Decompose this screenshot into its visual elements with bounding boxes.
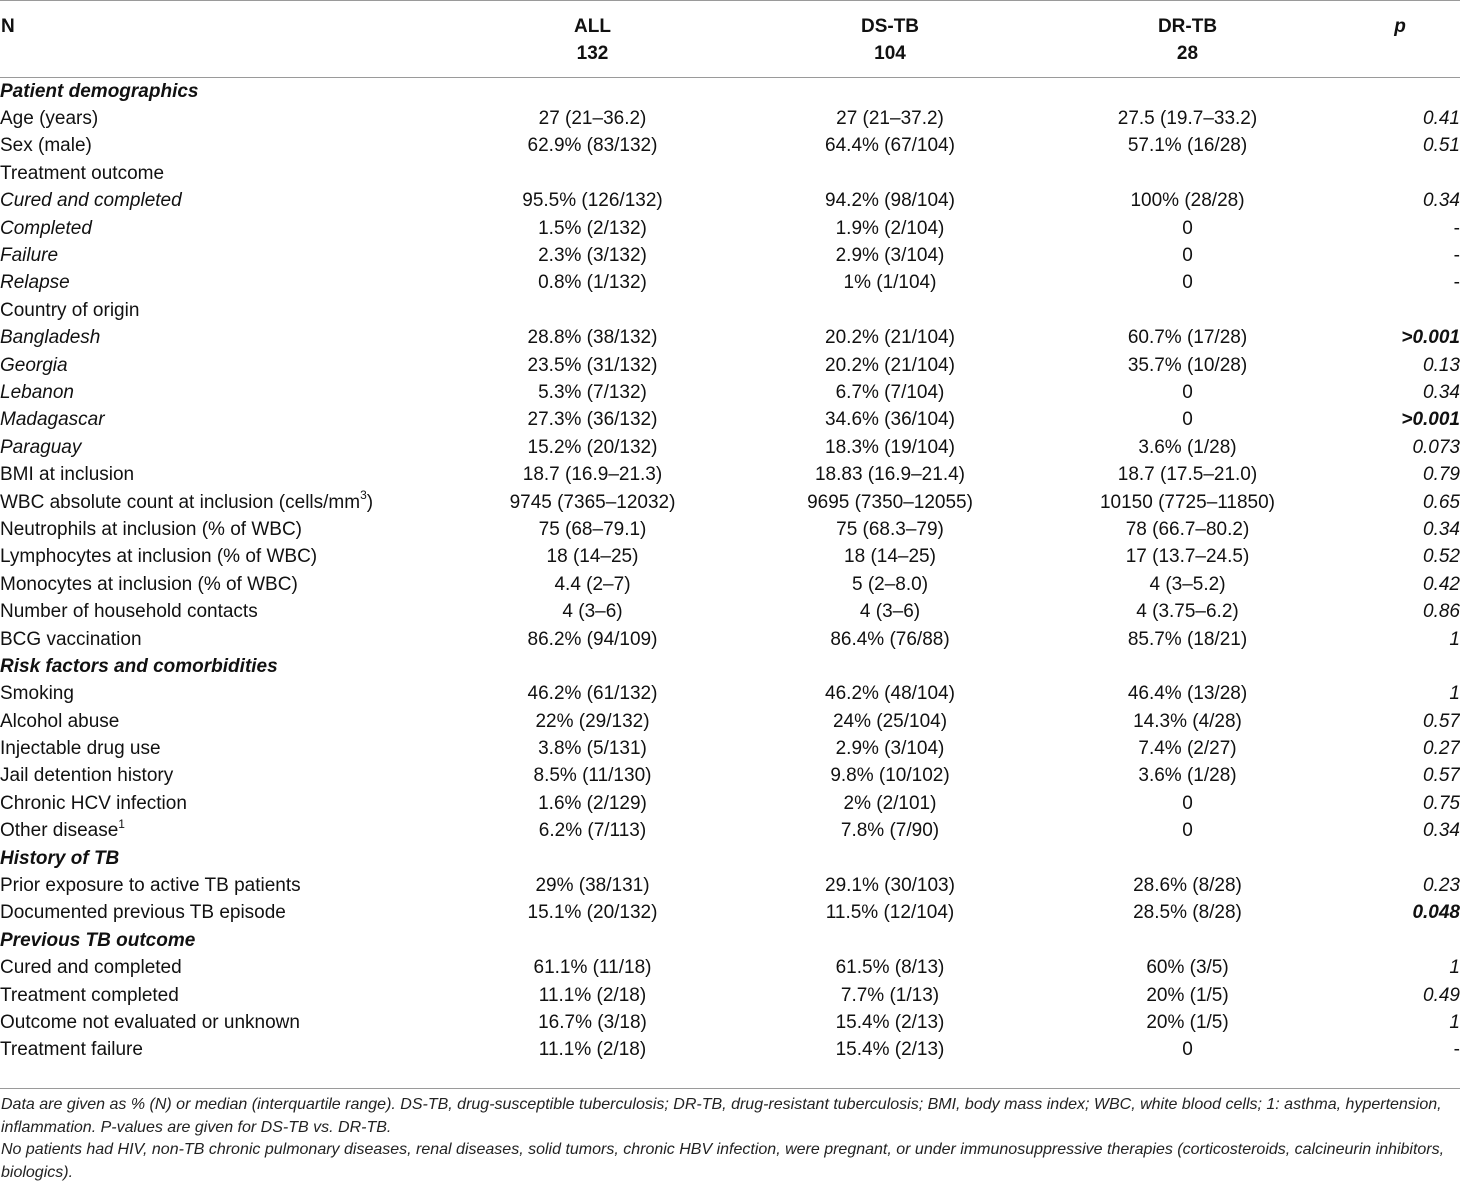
row-label-cell — [0, 379, 440, 406]
p-value: 0.23 — [1423, 875, 1460, 897]
value-dr-tb: 18.7 (17.5–21.0) — [1117, 464, 1258, 486]
value-ds-tb: 2% (2/101) — [843, 792, 937, 814]
table-row — [0, 160, 1460, 187]
value-ds-tb: 94.2% (98/104) — [825, 190, 955, 212]
value-ds-tb: 34.6% (36/104) — [825, 409, 955, 431]
value-ds-tb: 29.1% (30/103) — [825, 875, 955, 897]
value-all: 16.7% (3/18) — [538, 1011, 647, 1033]
section-title: Previous TB outcome — [0, 929, 196, 951]
row-label: Injectable drug use — [0, 738, 161, 760]
p-value: - — [1453, 272, 1460, 294]
value-all: 1.5% (2/132) — [538, 217, 647, 239]
row-label-cell — [0, 982, 440, 1009]
row-label-cell — [0, 516, 440, 543]
value-ds-tb: 9695 (7350–12055) — [807, 491, 973, 513]
value-dr-tb: 14.3% (4/28) — [1133, 710, 1242, 732]
p-value: 1 — [1449, 1011, 1460, 1033]
table-row — [0, 626, 1460, 653]
value-ds-tb: 18.83 (16.9–21.4) — [814, 464, 965, 486]
header-ds-tb-name: DS-TB — [860, 16, 920, 37]
row-label: Alcohol abuse — [0, 710, 120, 732]
p-value: 0.52 — [1423, 546, 1460, 568]
value-dr-tb: 0 — [1182, 409, 1193, 431]
section-title: Risk factors and comorbidities — [0, 655, 278, 677]
row-label-cell — [0, 763, 440, 790]
p-value: 0.34 — [1423, 190, 1460, 212]
p-value: 0.34 — [1423, 381, 1460, 403]
table-row — [0, 105, 1460, 132]
p-value: 0.34 — [1423, 820, 1460, 842]
table-row — [0, 818, 1460, 845]
table-row — [0, 352, 1460, 379]
row-label-superscript: 1 — [118, 816, 125, 831]
table-row — [0, 242, 1460, 269]
table-row — [0, 708, 1460, 735]
row-label: BCG vaccination — [0, 628, 142, 650]
row-label-cell — [0, 489, 440, 516]
row-label: Chronic HCV infection — [0, 792, 187, 814]
value-dr-tb: 57.1% (16/28) — [1127, 135, 1248, 157]
row-label-cell — [0, 242, 440, 269]
table-footnotes — [1, 1094, 1457, 1184]
value-ds-tb: 5 (2–8.0) — [851, 573, 929, 595]
value-all: 95.5% (126/132) — [522, 190, 663, 212]
table-row — [0, 900, 1460, 927]
header-all-count: 132 — [576, 43, 609, 64]
p-value: 0.57 — [1423, 765, 1460, 787]
value-all: 0.8% (1/132) — [538, 272, 647, 294]
header-n: N — [1, 16, 15, 37]
table-row — [0, 982, 1460, 1009]
table-row — [0, 544, 1460, 571]
row-label: Jail detention history — [0, 765, 174, 787]
value-all: 9745 (7365–12032) — [509, 491, 676, 513]
value-ds-tb: 24% (25/104) — [832, 710, 948, 732]
value-ds-tb: 11.5% (12/104) — [825, 902, 955, 924]
value-dr-tb: 0 — [1182, 1039, 1193, 1061]
table-row — [0, 188, 1460, 215]
row-label-cell — [0, 571, 440, 598]
p-value: - — [1453, 217, 1460, 239]
row-label: Lymphocytes at inclusion (% of WBC) — [0, 546, 318, 568]
value-all: 15.1% (20/132) — [527, 902, 658, 924]
row-label: WBC absolute count at inclusion (cells/mm — [0, 491, 361, 513]
value-all: 28.8% (38/132) — [527, 327, 658, 349]
table-row — [0, 955, 1460, 982]
value-ds-tb: 18.3% (19/104) — [825, 436, 955, 458]
section-row — [0, 653, 1460, 680]
value-dr-tb: 60% (3/5) — [1146, 957, 1229, 979]
row-label: Outcome not evaluated or unknown — [0, 1011, 300, 1033]
table-row — [0, 379, 1460, 406]
table-row — [0, 270, 1460, 297]
table-row — [0, 681, 1460, 708]
p-value: 0.49 — [1423, 984, 1460, 1006]
row-label-cell — [0, 708, 440, 735]
header-dr-tb — [1035, 0, 1340, 78]
value-all: 18 (14–25) — [546, 546, 639, 568]
p-value: 0.51 — [1423, 135, 1460, 157]
value-dr-tb: 17 (13.7–24.5) — [1125, 546, 1250, 568]
value-all — [440, 160, 745, 187]
p-value: 0.42 — [1423, 573, 1460, 595]
table-row — [0, 1037, 1460, 1064]
section-row — [0, 78, 1460, 105]
value-dr-tb: 20% (1/5) — [1146, 984, 1229, 1006]
value-all: 29% (38/131) — [535, 875, 650, 897]
value-all: 61.1% (11/18) — [533, 957, 652, 979]
value-dr-tb: 35.7% (10/28) — [1127, 354, 1248, 376]
value-dr-tb: 27.5 (19.7–33.2) — [1117, 108, 1258, 130]
row-label: Age (years) — [0, 108, 99, 130]
row-label: Lebanon — [0, 381, 74, 403]
p-value: 0.27 — [1423, 738, 1460, 760]
table-row — [0, 1009, 1460, 1036]
row-label: Other disease — [0, 820, 119, 842]
value-ds-tb: 7.8% (7/90) — [840, 820, 940, 842]
table-row — [0, 872, 1460, 899]
p-value: 0.13 — [1423, 354, 1460, 376]
value-ds-tb: 46.2% (48/104) — [825, 683, 955, 705]
row-label: Number of household contacts — [0, 601, 258, 623]
row-label: Treatment outcome — [0, 162, 165, 184]
value-ds-tb: 1% (1/104) — [843, 272, 937, 294]
value-dr-tb: 0 — [1182, 792, 1193, 814]
value-ds-tb: 15.4% (2/13) — [835, 1039, 945, 1061]
row-label: Treatment completed — [0, 984, 179, 1006]
row-label: Treatment failure — [0, 1039, 143, 1061]
row-label-cell — [0, 1037, 440, 1064]
value-ds-tb: 4 (3–6) — [859, 601, 921, 623]
row-label-cell — [0, 461, 440, 488]
value-all: 18.7 (16.9–21.3) — [522, 464, 663, 486]
row-label-cell — [0, 325, 440, 352]
row-label: BMI at inclusion — [0, 464, 135, 486]
header-p-value: p — [1394, 16, 1406, 37]
value-all: 46.2% (61/132) — [527, 683, 658, 705]
row-label-cell — [0, 352, 440, 379]
row-label-cell — [0, 818, 440, 845]
header-all — [440, 0, 745, 78]
value-dr-tb: 3.6% (1/28) — [1138, 765, 1237, 787]
p-value: 0.41 — [1423, 108, 1460, 130]
value-ds-tb — [745, 160, 1035, 187]
table-row — [0, 790, 1460, 817]
p-value: 0.65 — [1423, 491, 1460, 513]
value-ds-tb: 86.4% (76/88) — [830, 628, 950, 650]
value-all: 27 (21–36.2) — [538, 108, 647, 130]
table-row — [0, 297, 1460, 324]
row-label-suffix: ) — [366, 491, 374, 513]
value-ds-tb: 6.7% (7/104) — [835, 381, 945, 403]
value-all: 4.4 (2–7) — [554, 573, 631, 595]
section-title: Patient demographics — [0, 80, 199, 102]
p-value: 1 — [1449, 683, 1460, 705]
value-dr-tb: 4 (3–5.2) — [1149, 573, 1226, 595]
row-label: Madagascar — [0, 409, 105, 431]
value-dr-tb — [1035, 297, 1340, 324]
row-label-cell — [0, 735, 440, 762]
p-value: - — [1453, 1039, 1460, 1061]
value-all — [440, 297, 745, 324]
row-label: Smoking — [0, 683, 74, 705]
row-label-superscript: 3 — [360, 488, 367, 503]
row-label-cell — [0, 105, 440, 132]
row-label: Paraguay — [0, 436, 82, 458]
p-value: >0.001 — [1401, 327, 1460, 349]
value-dr-tb: 0 — [1182, 217, 1193, 239]
value-all: 15.2% (20/132) — [527, 436, 658, 458]
row-label: Sex (male) — [0, 135, 92, 157]
footnote-abbreviations: Data are given as % (N) or median (interquartile range). DS-TB, drug-susceptible tuberculosis; DR-TB, drug-resistant tuberculosis; BMI, body mass index; WBC, white blood cells; 1: asthma, hypertension, inflammation. P-values are given for DS-TB vs. DR-TB. — [1, 1096, 1442, 1136]
p-value: 1 — [1449, 628, 1460, 650]
table-row — [0, 516, 1460, 543]
row-label-cell — [0, 790, 440, 817]
value-all: 2.3% (3/132) — [538, 245, 647, 267]
table-header-row — [0, 0, 1460, 78]
section-title: History of TB — [0, 847, 120, 869]
value-ds-tb: 2.9% (3/104) — [835, 245, 945, 267]
value-dr-tb: 4 (3.75–6.2) — [1136, 601, 1239, 623]
value-all: 1.6% (2/129) — [538, 792, 647, 814]
value-all: 11.1% (2/18) — [538, 984, 647, 1006]
row-label: Documented previous TB episode — [0, 902, 286, 924]
row-label: Country of origin — [0, 299, 140, 321]
value-dr-tb: 0 — [1182, 272, 1193, 294]
value-ds-tb: 18 (14–25) — [844, 546, 936, 568]
row-label-cell — [0, 872, 440, 899]
value-dr-tb: 28.6% (8/28) — [1133, 875, 1242, 897]
value-ds-tb: 75 (68.3–79) — [836, 518, 944, 540]
section-row — [0, 927, 1460, 954]
table-row — [0, 489, 1460, 516]
row-label: Completed — [0, 217, 92, 239]
header-dr-tb-name: DR-TB — [1157, 16, 1218, 37]
header-all-name: ALL — [574, 16, 611, 37]
row-label: Cured and completed — [0, 957, 182, 979]
table-bottom-rule — [0, 1088, 1460, 1089]
row-label-cell — [0, 1009, 440, 1036]
value-ds-tb — [745, 297, 1035, 324]
row-label-cell — [0, 297, 440, 324]
value-all: 75 (68–79.1) — [538, 518, 647, 540]
value-dr-tb: 28.5% (8/28) — [1133, 902, 1242, 924]
value-all: 62.9% (83/132) — [527, 135, 658, 157]
p-value — [1340, 160, 1460, 187]
row-label-cell — [0, 434, 440, 461]
header-dr-tb-count: 28 — [1176, 43, 1199, 64]
table-row — [0, 571, 1460, 598]
value-ds-tb: 27 (21–37.2) — [836, 108, 944, 130]
table-row — [0, 461, 1460, 488]
row-label-cell — [0, 133, 440, 160]
footnote-exclusions: No patients had HIV, non-TB chronic pulmonary diseases, renal diseases, solid tumors, chronic HBV infection, were pregnant, or under immunosuppressive therapies (corticosteroids, calcineurin inhibitors, biologics). — [1, 1141, 1445, 1181]
value-all: 11.1% (2/18) — [538, 1039, 647, 1061]
value-dr-tb: 20% (1/5) — [1146, 1011, 1229, 1033]
row-label: Bangladesh — [0, 327, 101, 349]
row-label-cell — [0, 160, 440, 187]
row-label: Relapse — [0, 272, 70, 294]
value-dr-tb: 100% (28/28) — [1130, 190, 1245, 212]
value-all: 3.8% (5/131) — [538, 738, 647, 760]
header-ds-tb-count: 104 — [874, 43, 906, 64]
value-dr-tb: 3.6% (1/28) — [1138, 436, 1237, 458]
value-all: 8.5% (11/130) — [533, 765, 652, 787]
value-dr-tb: 0 — [1182, 381, 1193, 403]
value-dr-tb: 7.4% (2/27) — [1138, 738, 1237, 760]
table-row — [0, 763, 1460, 790]
table-row — [0, 598, 1460, 625]
row-label-cell — [0, 407, 440, 434]
table-row — [0, 735, 1460, 762]
p-value: 0.34 — [1423, 518, 1460, 540]
value-ds-tb: 9.8% (10/102) — [830, 765, 950, 787]
value-ds-tb: 1.9% (2/104) — [835, 217, 945, 239]
p-value: 0.57 — [1423, 710, 1460, 732]
value-dr-tb: 85.7% (18/21) — [1127, 628, 1248, 650]
table-row — [0, 325, 1460, 352]
row-label-cell — [0, 270, 440, 297]
value-all: 86.2% (94/109) — [527, 628, 658, 650]
row-label-cell — [0, 900, 440, 927]
value-all: 6.2% (7/113) — [538, 820, 647, 842]
p-value: 0.79 — [1423, 464, 1460, 486]
table-row — [0, 407, 1460, 434]
value-dr-tb — [1035, 160, 1340, 187]
row-label-cell — [0, 598, 440, 625]
row-label-cell — [0, 544, 440, 571]
value-ds-tb: 20.2% (21/104) — [825, 354, 955, 376]
row-label: Monocytes at inclusion (% of WBC) — [0, 573, 298, 595]
p-value: 0.86 — [1423, 601, 1460, 623]
p-value: 0.75 — [1423, 792, 1460, 814]
p-value: 0.048 — [1412, 902, 1460, 924]
section-row — [0, 845, 1460, 872]
row-label: Neutrophils at inclusion (% of WBC) — [0, 518, 302, 540]
header-ds-tb — [745, 0, 1035, 78]
value-ds-tb: 61.5% (8/13) — [835, 957, 945, 979]
table-row — [0, 215, 1460, 242]
row-label-cell — [0, 955, 440, 982]
row-label: Failure — [0, 245, 59, 267]
value-all: 22% (29/132) — [535, 710, 650, 732]
row-label-cell — [0, 681, 440, 708]
p-value: 0.073 — [1412, 436, 1460, 458]
row-label-cell — [0, 626, 440, 653]
table-body — [0, 78, 1460, 1064]
value-ds-tb: 2.9% (3/104) — [835, 738, 945, 760]
table-row — [0, 133, 1460, 160]
value-dr-tb: 60.7% (17/28) — [1127, 327, 1248, 349]
table-row — [0, 434, 1460, 461]
value-all: 27.3% (36/132) — [527, 409, 658, 431]
value-dr-tb: 46.4% (13/28) — [1127, 683, 1248, 705]
row-label: Cured and completed — [0, 190, 182, 212]
value-dr-tb: 0 — [1182, 245, 1193, 267]
value-dr-tb: 78 (66.7–80.2) — [1125, 518, 1250, 540]
value-all: 4 (3–6) — [562, 601, 623, 623]
p-value: 1 — [1449, 957, 1460, 979]
value-ds-tb: 20.2% (21/104) — [825, 327, 955, 349]
p-value: - — [1453, 245, 1460, 267]
row-label: Prior exposure to active TB patients — [0, 875, 301, 897]
value-dr-tb: 10150 (7725–11850) — [1099, 491, 1276, 513]
value-all: 23.5% (31/132) — [527, 354, 658, 376]
row-label: Georgia — [0, 354, 68, 376]
row-label-cell — [0, 215, 440, 242]
value-ds-tb: 64.4% (67/104) — [825, 135, 955, 157]
value-ds-tb: 15.4% (2/13) — [835, 1011, 945, 1033]
value-dr-tb: 0 — [1182, 820, 1193, 842]
p-value — [1340, 297, 1460, 324]
value-ds-tb: 7.7% (1/13) — [840, 984, 940, 1006]
p-value: >0.001 — [1401, 409, 1460, 431]
row-label-cell — [0, 188, 440, 215]
value-all: 5.3% (7/132) — [538, 381, 647, 403]
